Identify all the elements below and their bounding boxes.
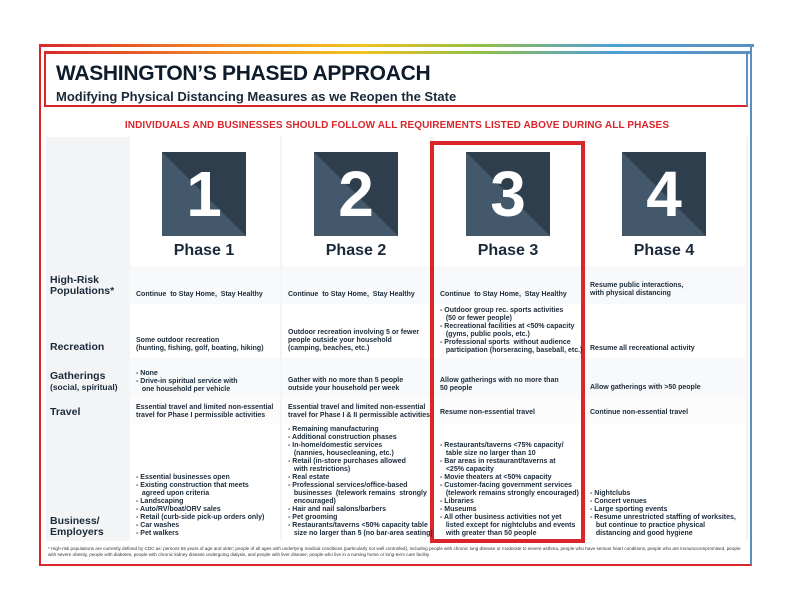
cell-travel-phase-3 [440,409,535,417]
cell-line: 50 people [440,385,473,392]
cell-line: size no larger than 5 (no bar-area seating) [288,530,433,537]
row-label-gatherings [50,371,118,393]
cell-line: - Pet walkers [136,530,179,537]
phase-2-label: Phase 2 [325,242,387,259]
cell-line: with restrictions) [288,466,351,473]
phase-4-number: 4 [646,158,682,230]
cell-recreation-phase-4 [590,345,695,353]
phase-4-label: Phase 4 [633,242,695,259]
cell-line: - Retail (in-store purchases allowed [288,458,406,465]
cell-line: - Libraries [440,498,474,505]
cell-line: with physical distancing [590,290,671,297]
cell-line: Essential travel and limited non-essential [288,404,426,411]
cell-business-phase-4 [590,490,736,538]
cell-high-risk-phase-1 [136,291,263,299]
cell-line: Continue to Stay Home, Stay Healthy [136,291,263,298]
cell-line: - None [136,370,158,377]
cell-line: Essential travel and limited non-essential [136,404,274,411]
cell-line: - Essential businesses open [136,474,230,481]
cell-line: - Movie theaters at <50% capacity [440,474,552,481]
cell-line: listed except for nightclubs and events [440,522,576,529]
cell-business-phase-3 [440,442,579,538]
phase-1-header [130,152,278,260]
cell-line: - Restaurants/taverns <50% capacity table [288,522,428,529]
cell-line: (gyms, public pools, etc.) [440,331,530,338]
cell-gatherings-phase-2 [288,377,403,393]
cell-line: Continue non-essential travel [590,409,689,416]
cell-line: - Pet grooming [288,514,338,521]
cell-line: businesses (telework remains strongly [288,490,427,497]
cell-line: - Professional sports without audience [440,339,571,346]
cell-gatherings-phase-1 [136,370,238,394]
cell-gatherings-phase-4 [590,384,701,392]
cell-line: (telework remains strongly encouraged) [440,490,579,497]
cell-line: - Professional services/office-based [288,482,408,489]
cell-line: - Real estate [288,474,330,481]
cell-line: - Outdoor group rec. sports activities [440,307,564,314]
phase-2-number: 2 [338,158,374,230]
cell-line: - All other business activities not yet [440,514,562,521]
row-label-business-line1: Business/ [50,515,100,527]
cell-line: - Car washes [136,522,180,529]
row-label-recreation: Recreation [50,341,105,353]
cell-line: Continue to Stay Home, Stay Healthy [288,291,415,298]
cell-line: Resume public interactions, [590,282,684,289]
cell-line: participation (horseracing, baseball, etc.) [440,347,583,354]
cell-line: - Concert venues [590,498,647,505]
phase-3-label: Phase 3 [477,242,539,259]
cell-line: travel for Phase I permissible activities [136,412,266,419]
cell-line: Allow gatherings with >50 people [590,384,701,391]
row-label-high-risk [50,275,114,297]
cell-line: - Hair and nail salons/barbers [288,506,387,513]
page-subtitle: Modifying Physical Distancing Measures as we Reopen the State [56,89,457,104]
cell-recreation-phase-3 [440,307,582,355]
row-label-gatherings-sub: (social, spiritual) [50,382,118,392]
cell-travel-phase-4 [590,409,688,417]
row-label-gatherings-main: Gatherings [50,370,106,382]
cell-line: - Drive-in spiritual service with [136,378,238,385]
cell-line: - Customer-facing government services [440,482,572,489]
outer-frame-gradient [39,44,754,47]
cell-high-risk-phase-3 [440,291,567,299]
cell-line: Continue to Stay Home, Stay Healthy [440,291,567,298]
cell-line: travel for Phase I & II permissible activities [288,412,431,419]
cell-recreation-phase-1 [136,337,264,353]
row-label-travel: Travel [50,406,81,418]
phase-4-header [590,152,738,260]
cell-line: (hunting, fishing, golf, boating, hiking) [136,345,264,352]
cell-line: distancing and good hygiene [590,530,693,537]
cell-line: (50 or fewer people) [440,315,512,322]
cell-line: <25% capacity [440,466,494,473]
cell-line: Allow gatherings with no more than [440,377,559,384]
cell-line: (camping, beaches, etc.) [288,345,370,352]
footnote: * High-risk populations are currently defined by CDC as: persons 65 years of age and older; people of all ages with underlying medical conditions (particularly not well controlled), including people with chronic lung disease or moderate to severe asthma, people who have serious heart conditions, people who are immunocompromised, people with severe obesity, people with diabetes, people with chronic kidney disease undergoing dialysis, and people with liver disease; people who live in a nursing home or long-term care facility. [48,546,741,557]
phase-1-tile [162,152,246,236]
cell-travel-phase-2 [288,404,430,420]
cell-line: Some outdoor recreation [136,337,220,344]
cell-line: but continue to practice physical [590,522,706,529]
cell-line: - Recreational facilities at <50% capacity [440,323,575,330]
cell-line: - Auto/RV/boat/ORV sales [136,506,221,513]
cell-line: (nannies, housecleaning, etc.) [288,450,394,457]
cell-line: Outdoor recreation involving 5 or fewer [288,329,420,336]
cell-line: people outside your household [288,337,392,344]
cell-line: - Additional construction phases [288,434,397,441]
cell-travel-phase-1 [136,404,273,420]
cell-line: with greater than 50 people [440,530,537,537]
cell-line: - Restaurants/taverns <75% capacity/ [440,442,564,449]
phase-2-header [282,152,430,260]
cell-line: one household per vehicle [136,386,231,393]
cell-line: Gather with no more than 5 people [288,377,404,384]
cell-line: - Landscaping [136,498,184,505]
cell-line: - Resume unrestricted staffing of worksites, [590,514,736,521]
cell-line: - Museums [440,506,477,513]
phase-3-number: 3 [490,158,526,230]
row-label-high-risk-line2: Populations* [50,285,115,297]
cell-line: Resume non-essential travel [440,409,535,416]
phase-1-label: Phase 1 [173,242,235,259]
cell-high-risk-phase-4 [590,282,683,298]
row-label-business [50,516,104,538]
cell-line: table size no larger than 10 [440,450,536,457]
cell-line: - Retail (curb-side pick-up orders only) [136,514,265,521]
cell-line: - Existing construction that meets [136,482,249,489]
cell-line: Resume all recreational activity [590,345,695,352]
phase-2-tile [314,152,398,236]
cell-line: - In-home/domestic services [288,442,383,449]
row-label-high-risk-line1: High-Risk [50,274,100,286]
cell-line: - Nightclubs [590,490,631,497]
title-box-gradient [44,51,750,54]
requirements-notice: INDIVIDUALS AND BUSINESSES SHOULD FOLLOW ALL REQUIREMENTS LISTED ABOVE DURING ALL PHASES [124,120,670,131]
phase-1-number: 1 [186,158,222,230]
cell-gatherings-phase-3 [440,377,559,393]
page-title: WASHINGTON’S PHASED APPROACH [56,62,431,85]
phase-3-tile [466,152,550,236]
cell-high-risk-phase-2 [288,291,415,299]
cell-business-phase-2 [288,426,433,538]
cell-line: agreed upon criteria [136,490,210,497]
cell-business-phase-1 [136,474,264,538]
cell-recreation-phase-2 [288,329,419,353]
cell-line: - Remaining manufacturing [288,426,379,433]
phase-4-tile [622,152,706,236]
cell-line: outside your household per week [288,385,400,392]
cell-line: - Bar areas in restaurant/taverns at [440,458,556,465]
cell-line: - Large sporting events [590,506,668,513]
cell-line: encouraged) [288,498,336,505]
row-label-business-line2: Employers [50,526,104,538]
